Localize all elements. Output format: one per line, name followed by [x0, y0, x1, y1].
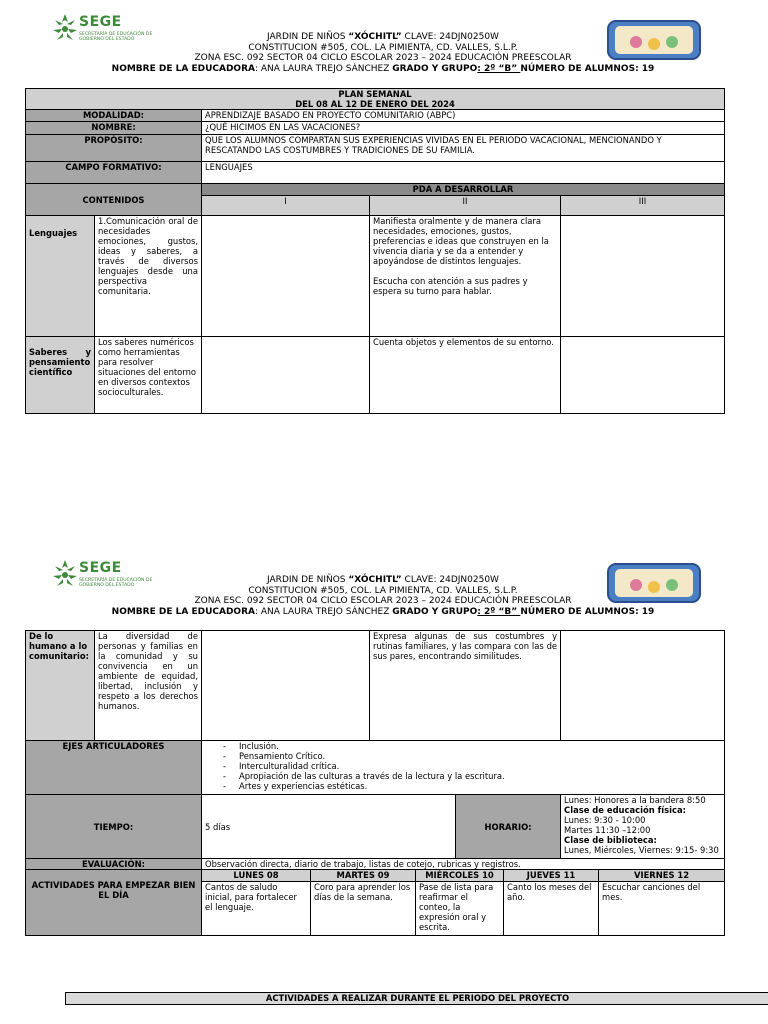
sege-logo: SEGE SECRETARÍA DE EDUCACIÓN DE GOBIERNO DEL ESTADO [52, 12, 162, 52]
day-header: MIÉRCOLES 10 [416, 870, 504, 882]
ejes-list-cell [202, 741, 725, 795]
day-activity: Coro para aprender los días de la semana. [311, 882, 416, 936]
day-header: VIERNES 12 [599, 870, 725, 882]
table-row [26, 631, 725, 741]
ejes-label: EJES ARTICULADORES [26, 741, 202, 795]
list-item: - Inclusión. [239, 741, 721, 751]
day-header: MARTES 09 [311, 870, 416, 882]
jardin-logo [606, 18, 702, 62]
day-activity: Cantos de saludo inicial, para fortalecer el lenguaje. [202, 882, 311, 936]
pda-i-cell [202, 631, 370, 741]
nombre-label: NOMBRE: [26, 122, 202, 135]
list-item: - Artes y experiencias estéticas. [239, 781, 721, 791]
actividades-periodo-header: ACTIVIDADES A REALIZAR DURANTE EL PERIODO DEL PROYECTO [65, 992, 768, 1005]
contenidos-header: CONTENIDOS [26, 184, 202, 216]
sege-logo: SEGE SECRETARÍA DE EDUCACIÓN DE GOBIERNO DEL ESTADO [52, 558, 162, 598]
school-info: JARDIN DE NIÑOS “XÓCHITL” CLAVE: 24DJN0250W CONSTITUCION #505, COL. LA PIMIENTA, CD. VALLES, S.L.P. ZONA ESC. 092 SECTOR 04 CICLO ESCOLAR 2023 – 2024 EDUCACIÓN PREESCOLAR NOMBRE DE LA EDUCADORA: ANA LAURA TREJO SÁNCHEZ GRADO Y GRUPO: 2º “B” NÚMERO DE ALUMNOS: 19 [111, 575, 655, 617]
modalidad-value: APRENDIZAJE BASADO EN PROYECTO COMUNITARIO (ABPC) [202, 110, 725, 122]
plan-table [25, 88, 725, 414]
day-activity: Canto los meses del año. [504, 882, 599, 936]
pda-iii-cell [561, 631, 725, 741]
list-item: - Pensamiento Crítico. [239, 751, 721, 761]
sege-leaf-icon [52, 558, 78, 592]
day-header: JUEVES 11 [504, 870, 599, 882]
pda-ii-cell: Expresa algunas de sus costumbres y rutinas familiares, y las compara con las de sus pares, encontrando similitudes. [370, 631, 561, 741]
campo-formativo-value: LENGUAJES [202, 162, 725, 184]
jardin-logo [606, 561, 702, 605]
contenido-cell: Los saberes numéricos como herramientas para resolver situaciones del entorno en diversos contextos socioculturales. [95, 337, 202, 414]
evaluacion-label: EVALUACIÓN: [26, 859, 202, 870]
proposito-value: QUE LOS ALUMNOS COMPARTAN SUS EXPERIENCIAS VIVIDAS EN EL PERIODO VACACIONAL, MENCIONANDO Y RESCATANDO LAS COSTUMBRES Y TRADICIONES DE SU FAMILIA. [202, 135, 725, 162]
pda-i-cell [202, 216, 370, 337]
plan-table-continued [25, 630, 725, 936]
list-item: - Apropiación de las culturas a través de la lectura y la escritura. [239, 771, 721, 781]
horario-value: Lunes: Honores a la bandera 8:50 Clase de educación física: Lunes: 9:30 - 10:00 Martes 11:30 –12:00 Clase de biblioteca: Lunes, Miércoles, Viernes: 9:15- 9:30 [561, 795, 725, 859]
day-activity: Escuchar canciones del mes. [599, 882, 725, 936]
day-activity: Pase de lista para reafirmar el conteo, la expresión oral y escrita. [416, 882, 504, 936]
campo-cell: De lo humano a lo comunitario: [26, 631, 95, 741]
list-item: - Interculturalidad crítica. [239, 761, 721, 771]
plan-title: PLAN SEMANAL DEL 08 AL 12 DE ENERO DEL 2024 [26, 89, 725, 110]
modalidad-label: MODALIDAD: [26, 110, 202, 122]
ejes-list [205, 741, 721, 791]
pda-ii-cell: Manifiesta oralmente y de manera clara necesidades, emociones, gustos, preferencias e ideas que construyen en la vivencia diaria y se da a entender y apoyándose de distintos lenguajes. Escucha con atención a sus padres y espera su turno para hablar. [370, 216, 561, 337]
pda-iii-cell [561, 216, 725, 337]
school-info: JARDIN DE NIÑOS “XÓCHITL” CLAVE: 24DJN0250W CONSTITUCION #505, COL. LA PIMIENTA, CD. VALLES, S.L.P. ZONA ESC. 092 SECTOR 04 CICLO ESCOLAR 2023 – 2024 EDUCACIÓN PREESCOLAR NOMBRE DE LA EDUCADORA: ANA LAURA TREJO SÁNCHEZ GRADO Y GRUPO: 2º “B” NÚMERO DE ALUMNOS: 19 [111, 32, 655, 74]
campo-cell: Lenguajes [26, 216, 95, 337]
horario-label: HORARIO: [456, 795, 561, 859]
pda-col-i: I [202, 196, 370, 216]
pda-iii-cell [561, 337, 725, 414]
proposito-label: PROPÓSITO: [26, 135, 202, 162]
contenido-cell: 1.Comunicación oral de necesidades emociones, gustos, ideas y saberes, a través de diversos lenguajes desde una perspectiva comunitaria. [95, 216, 202, 337]
nombre-value: ¿QUÉ HICIMOS EN LAS VACACIONES? [202, 122, 725, 135]
pda-header: PDA A DESARROLLAR [202, 184, 725, 196]
pda-col-ii: II [370, 196, 561, 216]
pda-i-cell [202, 337, 370, 414]
tiempo-label: TIEMPO: [26, 795, 202, 859]
pda-col-iii: III [561, 196, 725, 216]
table-row [26, 337, 725, 414]
table-row [26, 216, 725, 337]
sege-leaf-icon [52, 12, 78, 46]
pda-ii-cell: Cuenta objetos y elementos de su entorno. [370, 337, 561, 414]
campo-formativo-label: CAMPO FORMATIVO: [26, 162, 202, 184]
evaluacion-value: Observación directa, diario de trabajo, listas de cotejo, rubricas y registros. [202, 859, 725, 870]
campo-cell: Saberes y pensamiento científico [26, 337, 95, 414]
tiempo-value: 5 días [202, 795, 456, 859]
contenido-cell: La diversidad de personas y familias en la comunidad y su convivencia en un ambiente de equidad, libertad, inclusión y respeto a los derechos humanos. [95, 631, 202, 741]
actividades-label: ACTIVIDADES PARA EMPEZAR BIEN EL DÍA [26, 870, 202, 936]
day-header: LUNES 08 [202, 870, 311, 882]
